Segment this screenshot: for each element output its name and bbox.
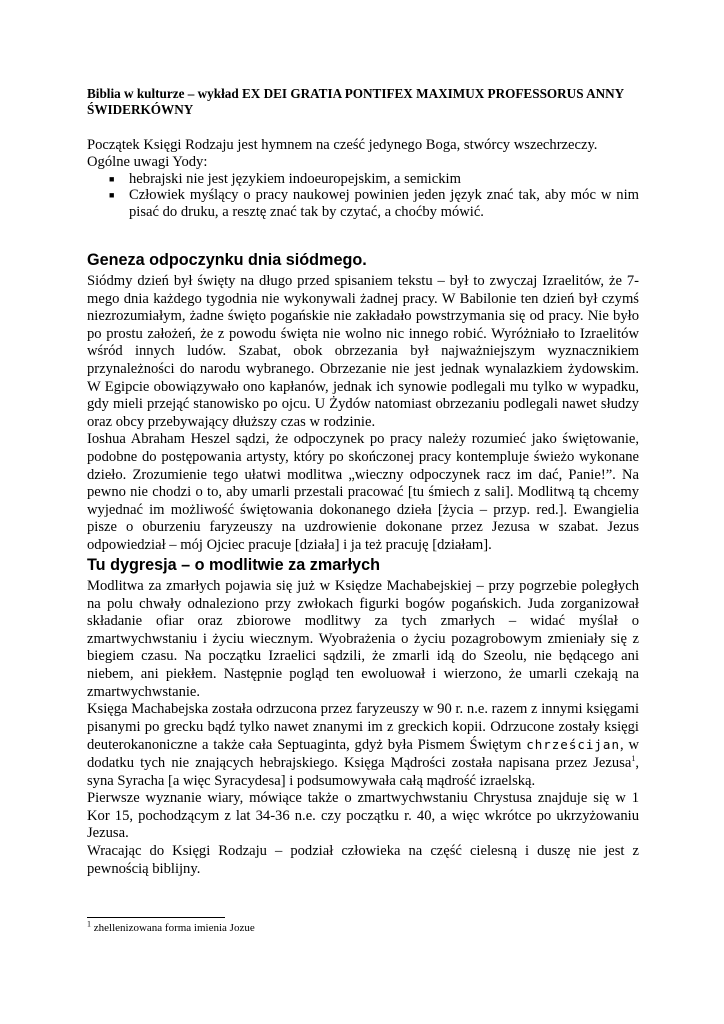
intro-line-2: Ogólne uwagi Yody: bbox=[87, 153, 208, 170]
footnote-text: zhellenizowana forma imienia Jozue bbox=[91, 922, 255, 934]
footnote-separator bbox=[87, 917, 225, 918]
paragraph: Modlitwa za zmarłych pojawia się już w Księdze Machabejskiej – przy pogrzebie poległych na polu chwały odnaleziono przy zwłokach figurki bogów pogańskich. Juda zorganizował składanie ofiar oraz zbiorowe modlitwy za tych zmarłych – widać myślał o zmartwychwstaniu i życiu wiecznym. Wyobrażenia o życiu pozagrobowym zmieniały się z biegiem czasu. Na początku Izraelici sądzili, że zmarli idą do Szeolu, nie będącego ani niebem, ani piekłem. Następnie pogląd ten ewoluował i wierzono, że umarli czekają na zmartwychwstanie. bbox=[87, 578, 639, 700]
text-run: , w dodatku tych nie znających hebrajskiego. Księga Mądrości została napisana przez Jezusa bbox=[87, 737, 639, 771]
paragraph bbox=[87, 701, 639, 790]
list-item-text: hebrajski nie jest językiem indoeuropejskim, a semickim bbox=[129, 170, 461, 187]
footnote-number: 1 bbox=[87, 919, 91, 929]
section-body-prayer-for-dead bbox=[87, 578, 639, 878]
list-item-text: Człowiek myślący o pracy naukowej powinien jeden język znać tak, aby móc w nim pisać do druku, a resztę znać tak by czytać, a choćby mówić. bbox=[129, 187, 639, 221]
text-run-monospace: chrześcijan bbox=[526, 737, 620, 753]
bullet-icon: ■ bbox=[109, 190, 115, 201]
section-body-rest-day bbox=[87, 273, 639, 555]
document-title: Biblia w kulturze – wykład EX DEI GRATIA PONTIFEX MAXIMUX PROFESSORUS ANNY ŚWIDERKÓWNY bbox=[87, 86, 624, 117]
list-item bbox=[87, 187, 639, 221]
section-heading-prayer-for-dead: Tu dygresja – o modlitwie za zmarłych bbox=[87, 556, 380, 574]
bullet-icon: ■ bbox=[109, 173, 115, 184]
list-item bbox=[87, 171, 639, 188]
footnote bbox=[87, 919, 255, 935]
paragraph: Ioshua Abraham Heszel sądzi, że odpoczynek po pracy należy rozumieć jako świętowanie, podobne do postępowania artysty, który po skończonej pracy kontempluje świeżo wykonane dzieło. Zrozumienie tego ułatwi modlitwa „wieczny odpoczynek racz im dać, Panie!”. Na pewno nie chodzi o to, aby umarli przestali pracować [tu śmiech z sali]. Modlitwą tą chcemy wyjednać im możliwość świętowania dokonanego dzieła [życia – przyp. red.]. Ewangielia pisze o oburzeniu faryzeuszy na uzdrowienie dokonane przez Jezusa w szabat. Jezus odpowiedział – mój Ojciec pracuje [działa] i ja też pracuję [działam]. bbox=[87, 431, 639, 553]
remarks-list bbox=[87, 171, 639, 221]
intro-block bbox=[87, 137, 639, 221]
footnote-reference[interactable]: 1 bbox=[631, 754, 636, 764]
paragraph: Pierwsze wyznanie wiary, mówiące także o zmartwychwstaniu Chrystusa znajduje się w 1 Kor 15, pochodzącym z lat 34-36 n.e. czy początku r. 40, a więc wkrótce po ukrzyżowaniu Jezusa. bbox=[87, 790, 639, 842]
section-heading-rest-day: Geneza odpoczynku dnia siódmego. bbox=[87, 251, 367, 269]
paragraph: Siódmy dzień był święty na długo przed spisaniem tekstu – był to zwyczaj Izraelitów, że 7-mego dnia każdego tygodnia nie wykonywali żadnej pracy. W Babilonie ten dzień był czymś niezrozumiałym, żadne święto pogańskie nie zakładało powstrzymania się od pracy. Nie było po prostu założeń, że z powodu święta nie wolno nic innego robić. Wyróżniało to Izraelitów wśród innych ludów. Szabat, obok obrzezania był najważniejszym wyznacznikiem przynależności do narodu wybranego. Obrzezanie nie jest jednak wynalazkiem żydowskim. W Egipcie obowiązywało ono kapłanów, jednak ich synowie podlegali mu tylko w wypadku, gdy mieli przejąć stanowisko po ojcu. U Żydów natomiast obrzezaniu podlegali nawet słudzy oraz obcy przebywający dłuższy czas w rodzinie. bbox=[87, 273, 639, 430]
intro-line-1: Początek Księgi Rodzaju jest hymnem na cześć jedynego Boga, stwórcy wszechrzeczy. bbox=[87, 137, 598, 153]
text-run: Księga Machabejska została odrzucona przez faryzeuszy w 90 r. n.e. razem z innymi księgami pisanymi po grecku bądź tylko nawet znanymi im z greckich kopii. Odrzucone zostały księgi deuterokanoniczne a także cała Septuaginta, gdyż była Pismem Świętym bbox=[87, 701, 639, 754]
text-run: , syna Syracha [a więc Syracydesa] i podsumowywała całą mądrość izraelską. bbox=[87, 754, 639, 789]
paragraph: Wracając do Księgi Rodzaju – podział człowieka na część cielesną i duszę nie jest z pewnością biblijny. bbox=[87, 842, 639, 877]
